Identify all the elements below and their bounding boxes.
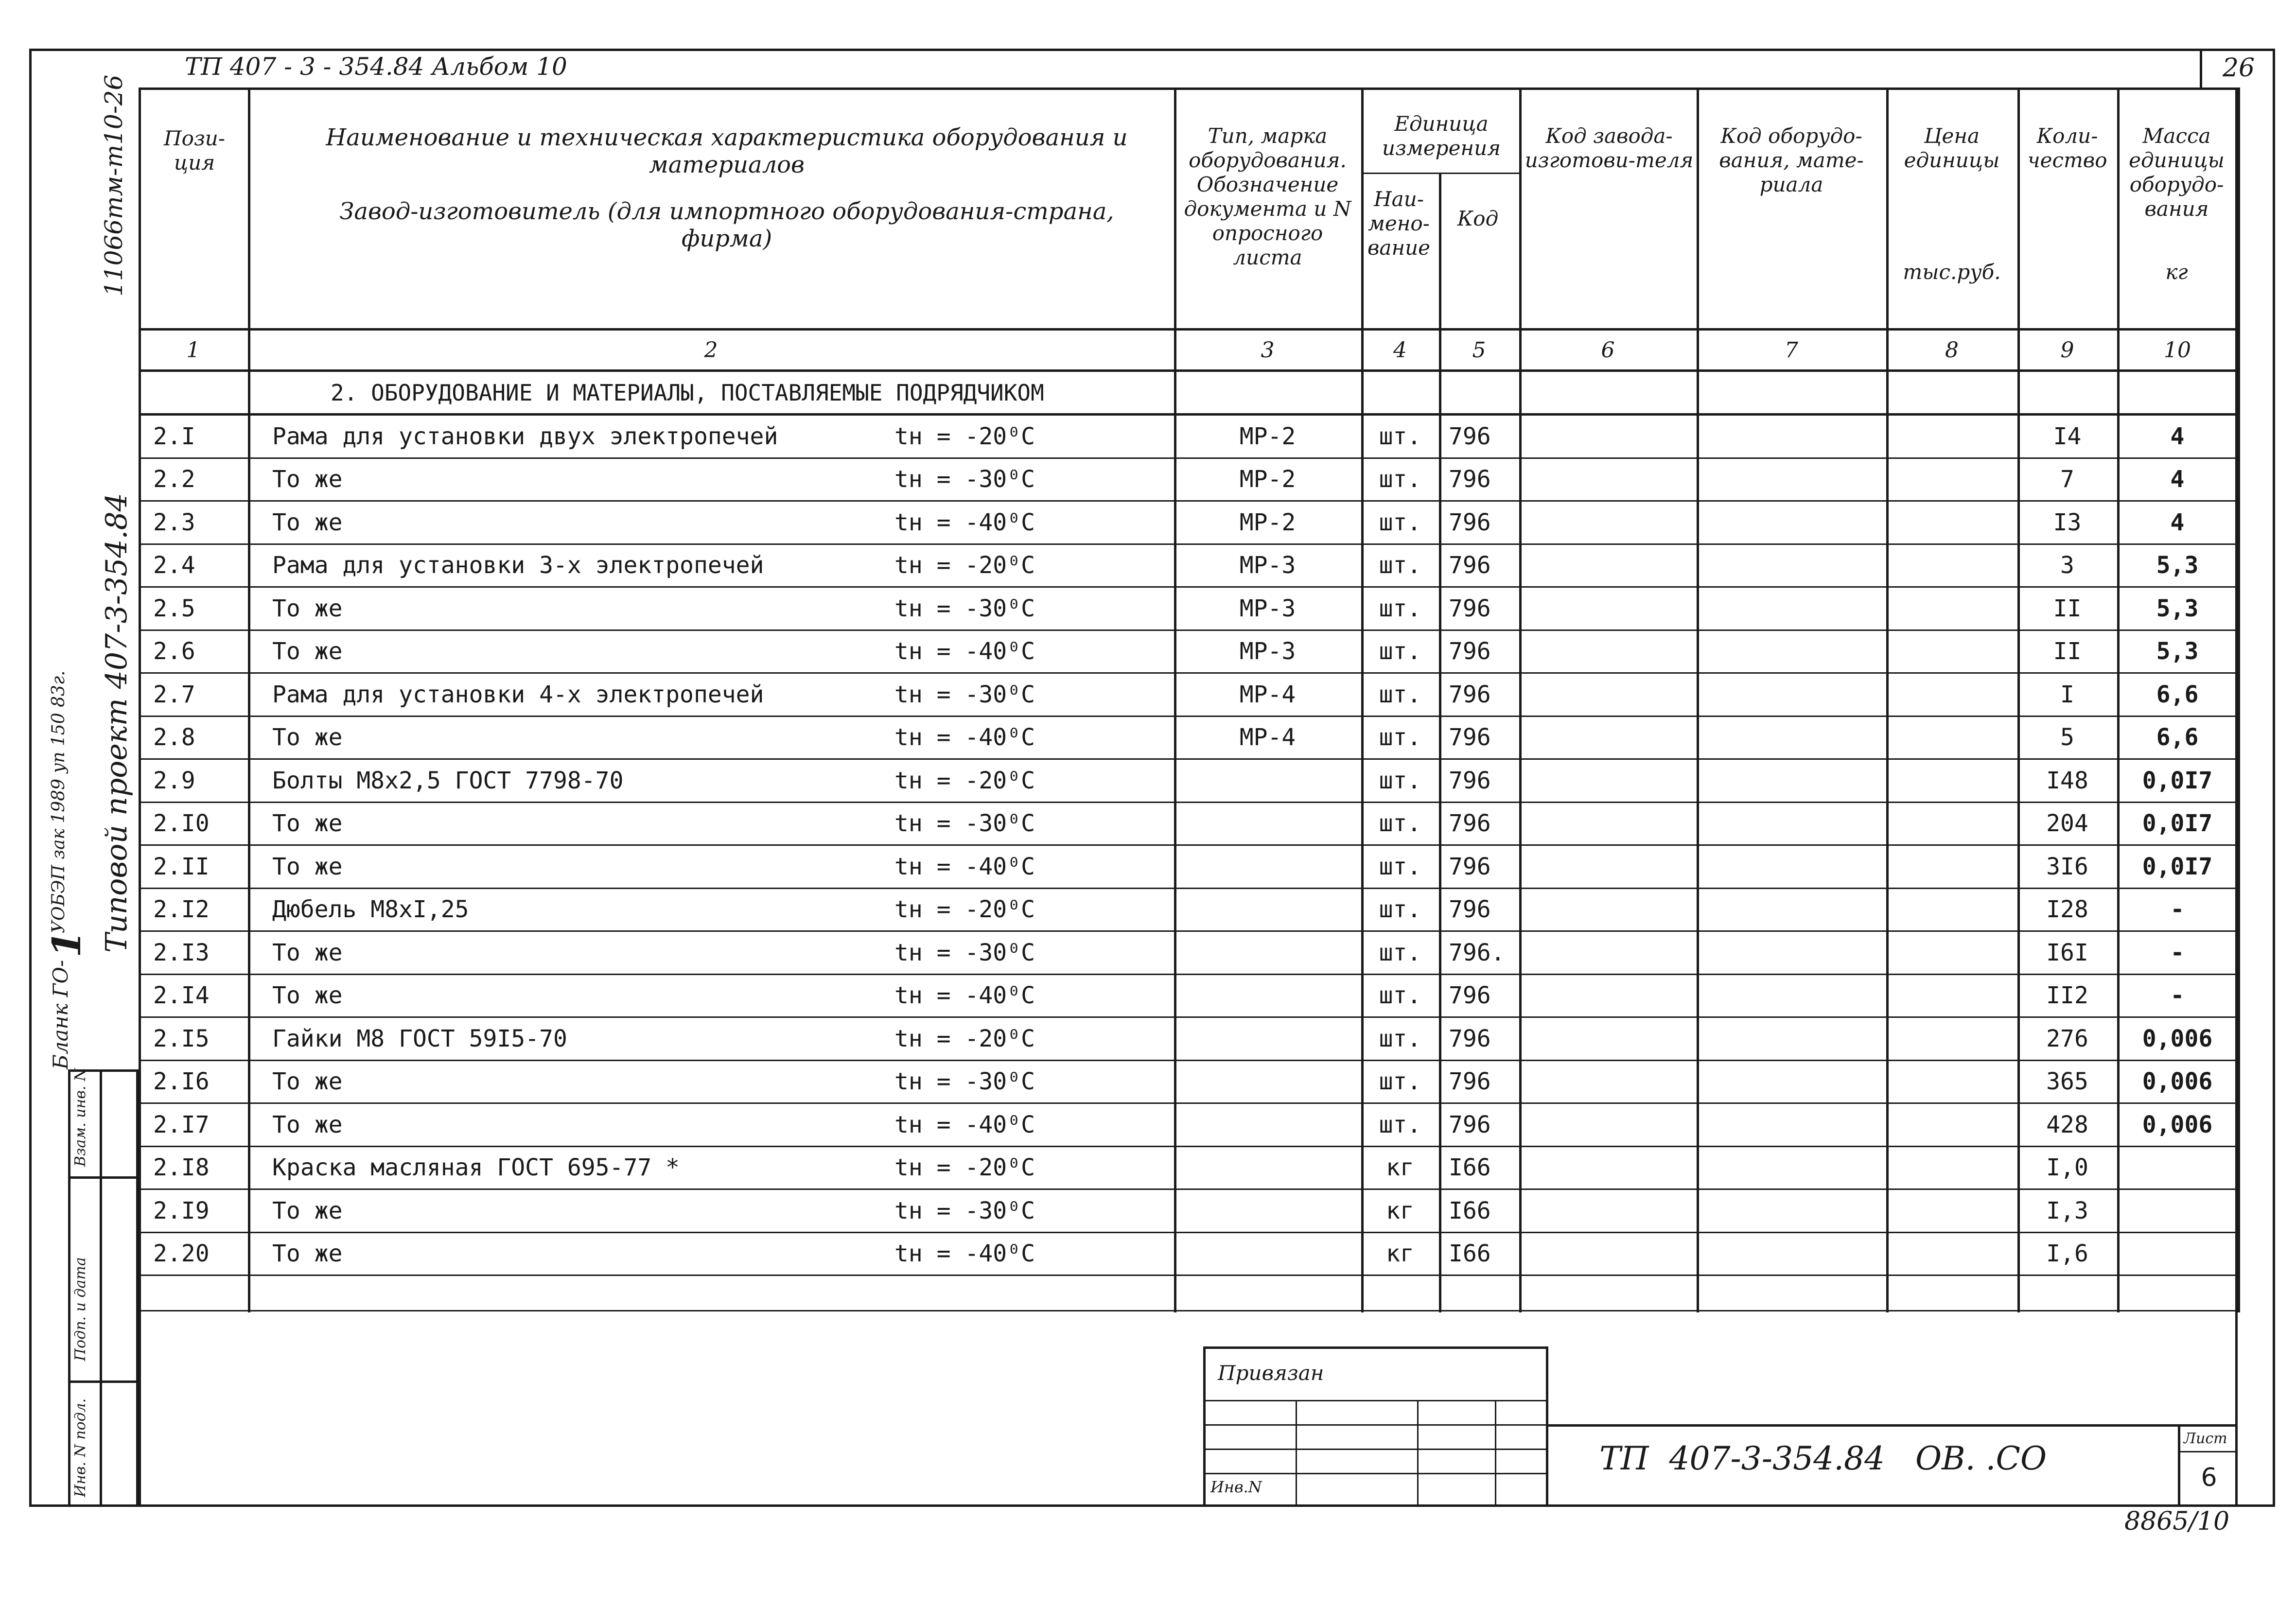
row-mass: 0,0I7 bbox=[2142, 767, 2213, 794]
row-mark: МР-2 bbox=[1239, 466, 1296, 493]
row-temperature: tн = -20⁰С bbox=[894, 767, 1035, 794]
page-number: 26 bbox=[2222, 53, 2255, 83]
row-name: То же bbox=[272, 982, 343, 1010]
row-temperature: tн = -40⁰С bbox=[894, 982, 1035, 1010]
doc-code-vertical: 11066тм-т10-26 bbox=[100, 74, 128, 297]
column-rule bbox=[1519, 87, 1522, 1312]
row-position: 2.I8 bbox=[153, 1154, 210, 1182]
project-title: ТП 407 - 3 - 354.84 Альбом 10 bbox=[185, 52, 567, 81]
row-temperature: tн = -40⁰С bbox=[894, 508, 1035, 536]
row-temperature: tн = -20⁰С bbox=[894, 1154, 1035, 1182]
row-name: То же bbox=[272, 1068, 343, 1096]
row-unit: шт. bbox=[1379, 767, 1421, 794]
header-price: Цена единицы bbox=[1904, 124, 2000, 172]
row-position: 2.9 bbox=[153, 767, 195, 794]
row-unit-code: 796 bbox=[1449, 767, 1491, 794]
row-name: Дюбель М8хI,25 bbox=[272, 896, 469, 924]
row-unit-code: I66 bbox=[1449, 1197, 1491, 1224]
header-equipment-code: Код оборудо-вания, мате-риала bbox=[1719, 124, 1864, 196]
row-position: 2.3 bbox=[153, 508, 195, 536]
row-mass: 5,3 bbox=[2156, 594, 2199, 622]
row-quantity: I,0 bbox=[2046, 1154, 2088, 1182]
row-name: То же bbox=[272, 810, 343, 838]
row-unit-code: 796 bbox=[1449, 422, 1491, 450]
stamp-label-replace: Взам. инв. N bbox=[72, 1068, 89, 1167]
stamp-label-sign: Подп. и дата bbox=[72, 1257, 89, 1361]
row-position: 2.8 bbox=[153, 724, 195, 751]
row-unit-code: 796 bbox=[1449, 638, 1491, 665]
row-name: То же bbox=[272, 466, 343, 493]
print-note-vertical: УОБЭП зак 1989 уп 150 83г. bbox=[49, 670, 69, 933]
row-mass: 0,006 bbox=[2142, 1111, 2213, 1138]
row-name: То же bbox=[272, 939, 343, 966]
row-name: Рама для установки 3-х электропечей bbox=[272, 552, 764, 579]
form-label-vertical: Бланк ГО- bbox=[49, 960, 72, 1069]
row-name: То же bbox=[272, 638, 343, 665]
row-position: 2.I3 bbox=[153, 939, 210, 966]
row-unit-code: 796 bbox=[1449, 552, 1491, 579]
bottom-code: 8865/10 bbox=[2124, 1507, 2230, 1536]
row-position: 2.I5 bbox=[153, 1025, 210, 1052]
row-temperature: tн = -40⁰С bbox=[894, 1240, 1035, 1268]
row-name: То же bbox=[272, 724, 343, 751]
row-temperature: tн = -30⁰С bbox=[894, 681, 1035, 708]
row-quantity: I28 bbox=[2046, 896, 2088, 924]
row-position: 2.I0 bbox=[153, 810, 210, 838]
row-quantity: I48 bbox=[2046, 767, 2088, 794]
row-mark bbox=[1174, 846, 1361, 888]
row-position: 2.I9 bbox=[153, 1197, 210, 1224]
row-mass: 5,3 bbox=[2156, 638, 2199, 665]
row-quantity: I4 bbox=[2053, 422, 2082, 450]
row-position: 2.5 bbox=[153, 594, 195, 622]
document-code: ТП 407-3-354.84 ОВ. .СО bbox=[1599, 1439, 2047, 1477]
row-unit-code: I66 bbox=[1449, 1154, 1491, 1182]
row-unit: шт. bbox=[1379, 508, 1421, 536]
row-mark: МР-3 bbox=[1239, 552, 1296, 579]
row-temperature: tн = -30⁰С bbox=[894, 939, 1035, 966]
row-position: 2.I6 bbox=[153, 1068, 210, 1096]
row-unit-code: 796 bbox=[1449, 1111, 1491, 1138]
row-name: Рама для установки двух электропечей bbox=[272, 422, 778, 450]
row-quantity: 204 bbox=[2046, 810, 2088, 838]
row-mass: 4 bbox=[2170, 422, 2185, 450]
row-unit: шт. bbox=[1379, 810, 1421, 838]
column-number: 5 bbox=[1472, 337, 1486, 363]
row-mark bbox=[1174, 932, 1361, 974]
row-rule bbox=[139, 1275, 2238, 1276]
row-quantity: I6I bbox=[2046, 939, 2088, 966]
row-name: Болты М8х2,5 ГОСТ 7798-70 bbox=[272, 767, 624, 794]
row-unit-code: 796 bbox=[1449, 1068, 1491, 1096]
row-name: То же bbox=[272, 508, 343, 536]
column-rule bbox=[248, 87, 250, 1312]
row-mark: МР-2 bbox=[1239, 422, 1296, 450]
row-quantity: 7 bbox=[2060, 466, 2074, 493]
row-position: 2.7 bbox=[153, 681, 195, 708]
row-unit-code: I66 bbox=[1449, 1240, 1491, 1268]
row-unit: шт. bbox=[1379, 1025, 1421, 1052]
row-position: 2.2 bbox=[153, 466, 195, 493]
row-unit-code: 796 bbox=[1449, 681, 1491, 708]
row-quantity: 428 bbox=[2046, 1111, 2088, 1138]
row-mass bbox=[2117, 1190, 2238, 1232]
header-unit-group: Единица измерения bbox=[1382, 112, 1501, 160]
row-unit: кг bbox=[1386, 1154, 1414, 1182]
row-rule bbox=[139, 1310, 2238, 1311]
row-mark bbox=[1174, 803, 1361, 845]
row-mass: 0,0I7 bbox=[2142, 853, 2213, 880]
row-quantity: 276 bbox=[2046, 1025, 2088, 1052]
row-temperature: tн = -20⁰С bbox=[894, 896, 1035, 924]
row-mark bbox=[1174, 1147, 1361, 1189]
row-quantity: I,3 bbox=[2046, 1197, 2088, 1224]
row-position: 2.I4 bbox=[153, 982, 210, 1010]
row-temperature: tн = -40⁰С bbox=[894, 724, 1035, 751]
row-quantity: 5 bbox=[2060, 724, 2074, 751]
row-quantity: I bbox=[2060, 681, 2074, 708]
row-position: 2.I2 bbox=[153, 896, 210, 924]
row-mark bbox=[1174, 1104, 1361, 1146]
row-mark bbox=[1174, 975, 1361, 1017]
row-mass: 5,3 bbox=[2156, 552, 2199, 579]
row-unit-code: 796 bbox=[1449, 982, 1491, 1010]
header-unit-code: Код bbox=[1457, 207, 1499, 230]
row-unit: шт. bbox=[1379, 896, 1421, 924]
column-number: 6 bbox=[1601, 337, 1615, 363]
row-unit-code: 796 bbox=[1449, 896, 1491, 924]
row-mark bbox=[1174, 760, 1361, 802]
header-maker-code: Код завода-изготови-теля bbox=[1525, 124, 1694, 172]
row-position: 2.20 bbox=[153, 1240, 210, 1268]
row-temperature: tн = -30⁰С bbox=[894, 1197, 1035, 1224]
row-unit-code: 796 bbox=[1449, 508, 1491, 536]
row-name: То же bbox=[272, 1197, 343, 1224]
row-temperature: tн = -40⁰С bbox=[894, 638, 1035, 665]
row-unit: шт. bbox=[1379, 724, 1421, 751]
linked-label: Привязан bbox=[1218, 1361, 1324, 1385]
row-name: Краска масляная ГОСТ 695-77 * bbox=[272, 1154, 680, 1182]
row-unit: шт. bbox=[1379, 594, 1421, 622]
inv-label: Инв.N bbox=[1210, 1478, 1262, 1496]
column-number: 9 bbox=[2060, 337, 2074, 363]
row-quantity: II bbox=[2053, 594, 2082, 622]
row-mark: МР-3 bbox=[1239, 638, 1296, 665]
row-unit: шт. bbox=[1379, 422, 1421, 450]
row-quantity: 365 bbox=[2046, 1068, 2088, 1096]
row-unit-code: 796 bbox=[1449, 466, 1491, 493]
row-quantity: II bbox=[2053, 638, 2082, 665]
row-unit: шт. bbox=[1379, 853, 1421, 880]
row-mass: 0,006 bbox=[2142, 1025, 2213, 1052]
row-mark: МР-2 bbox=[1239, 508, 1296, 536]
row-mark bbox=[1174, 1061, 1361, 1103]
row-mark: МР-4 bbox=[1239, 724, 1296, 751]
row-temperature: tн = -40⁰С bbox=[894, 1111, 1035, 1138]
row-unit-code: 796 bbox=[1449, 724, 1491, 751]
column-number: 2 bbox=[704, 337, 718, 363]
column-rule bbox=[1697, 87, 1699, 1312]
header-mass: Масса единицы оборудо-вания bbox=[2129, 124, 2225, 221]
row-mass: - bbox=[2170, 939, 2185, 966]
row-unit-code: 796 bbox=[1449, 1025, 1491, 1052]
column-number: 1 bbox=[186, 337, 200, 363]
page-number-box bbox=[2200, 49, 2275, 90]
section-title: 2. ОБОРУДОВАНИЕ И МАТЕРИАЛЫ, ПОСТАВЛЯЕМЫЕ ПОДРЯДЧИКОМ bbox=[331, 379, 1044, 406]
row-position: 2.I bbox=[153, 422, 195, 450]
header-quantity: Коли-чество bbox=[2027, 124, 2107, 172]
row-mass: 6,6 bbox=[2156, 681, 2199, 708]
row-mass: - bbox=[2170, 982, 2185, 1010]
sheet-number: 6 bbox=[2201, 1463, 2217, 1492]
row-unit: шт. bbox=[1379, 466, 1421, 493]
header-name bbox=[301, 124, 1152, 252]
header-unit-name: Наи-мено-вание bbox=[1367, 187, 1431, 260]
row-mass: 4 bbox=[2170, 508, 2185, 536]
stamp-label-inv: Инв. N подл. bbox=[72, 1398, 89, 1497]
row-name: Рама для установки 4-х электропечей bbox=[272, 681, 764, 708]
row-name: Гайки М8 ГОСТ 59I5-70 bbox=[272, 1025, 567, 1052]
row-name: То же bbox=[272, 1111, 343, 1138]
row-mark bbox=[1174, 1190, 1361, 1232]
row-position: 2.I7 bbox=[153, 1111, 210, 1138]
row-mark: МР-4 bbox=[1239, 681, 1296, 708]
row-temperature: tн = -30⁰С bbox=[894, 810, 1035, 838]
row-quantity: II2 bbox=[2046, 982, 2088, 1010]
header-name-line1: Наименование и техническая характеристика оборудования и материалов bbox=[326, 124, 1128, 178]
row-mark bbox=[1174, 889, 1361, 931]
row-unit: шт. bbox=[1379, 982, 1421, 1010]
row-unit-code: 796 bbox=[1449, 810, 1491, 838]
row-temperature: tн = -30⁰С bbox=[894, 594, 1035, 622]
row-name: То же bbox=[272, 1240, 343, 1268]
row-position: 2.II bbox=[153, 853, 210, 880]
sheet-label: Лист bbox=[2184, 1430, 2227, 1447]
row-mass: 6,6 bbox=[2156, 724, 2199, 751]
column-rule bbox=[139, 87, 141, 1312]
row-quantity: 3 bbox=[2060, 552, 2074, 579]
row-quantity: I,6 bbox=[2046, 1240, 2088, 1268]
column-number: 8 bbox=[1945, 337, 1959, 363]
row-temperature: tн = -30⁰С bbox=[894, 1068, 1035, 1096]
row-position: 2.6 bbox=[153, 638, 195, 665]
column-number: 3 bbox=[1261, 337, 1275, 363]
header-name-line2: Завод-изготовитель (для импортного оборудования-страна, фирма) bbox=[339, 198, 1114, 252]
column-rule bbox=[2238, 87, 2240, 1312]
row-unit-code: 796 bbox=[1449, 853, 1491, 880]
row-unit: кг bbox=[1386, 1240, 1414, 1268]
row-temperature: tн = -40⁰С bbox=[894, 853, 1035, 880]
row-mark: МР-3 bbox=[1239, 594, 1296, 622]
header-position: Пози-ция bbox=[163, 126, 226, 175]
row-temperature: tн = -30⁰С bbox=[894, 466, 1035, 493]
row-mass: 0,006 bbox=[2142, 1068, 2213, 1096]
row-unit: шт. bbox=[1379, 939, 1421, 966]
column-number: 10 bbox=[2164, 337, 2191, 363]
column-number: 4 bbox=[1393, 337, 1407, 363]
row-mass bbox=[2117, 1147, 2238, 1189]
column-number: 7 bbox=[1785, 337, 1798, 363]
row-temperature: tн = -20⁰С bbox=[894, 1025, 1035, 1052]
row-mass: 4 bbox=[2170, 466, 2185, 493]
typical-project-vertical: Типовой проект 407-3-354.84 bbox=[100, 493, 134, 953]
row-name: То же bbox=[272, 853, 343, 880]
row-unit: шт. bbox=[1379, 552, 1421, 579]
row-unit-code: 796 bbox=[1449, 594, 1491, 622]
row-quantity: I3 bbox=[2053, 508, 2082, 536]
row-unit: шт. bbox=[1379, 638, 1421, 665]
row-mass: 0,0I7 bbox=[2142, 810, 2213, 838]
header-mass-unit: кг bbox=[2165, 260, 2188, 284]
row-mark bbox=[1174, 1018, 1361, 1060]
row-quantity: 3I6 bbox=[2046, 853, 2088, 880]
row-unit-code: 796. bbox=[1449, 939, 1505, 966]
row-unit: кг bbox=[1386, 1197, 1414, 1224]
header-type: Тип, марка оборудования. Обозначение документа и N опросного листа bbox=[1184, 124, 1351, 269]
row-temperature: tн = -20⁰С bbox=[894, 552, 1035, 579]
row-unit: шт. bbox=[1379, 681, 1421, 708]
row-mark bbox=[1174, 1233, 1361, 1275]
header-price-unit: тыс.руб. bbox=[1903, 260, 2001, 284]
row-name: То же bbox=[272, 594, 343, 622]
row-mass: - bbox=[2170, 896, 2185, 924]
row-position: 2.4 bbox=[153, 552, 195, 579]
row-unit: шт. bbox=[1379, 1068, 1421, 1096]
row-temperature: tн = -20⁰С bbox=[894, 422, 1035, 450]
form-number-vertical: 1 bbox=[44, 930, 89, 958]
row-unit: шт. bbox=[1379, 1111, 1421, 1138]
row-mass bbox=[2117, 1233, 2238, 1275]
